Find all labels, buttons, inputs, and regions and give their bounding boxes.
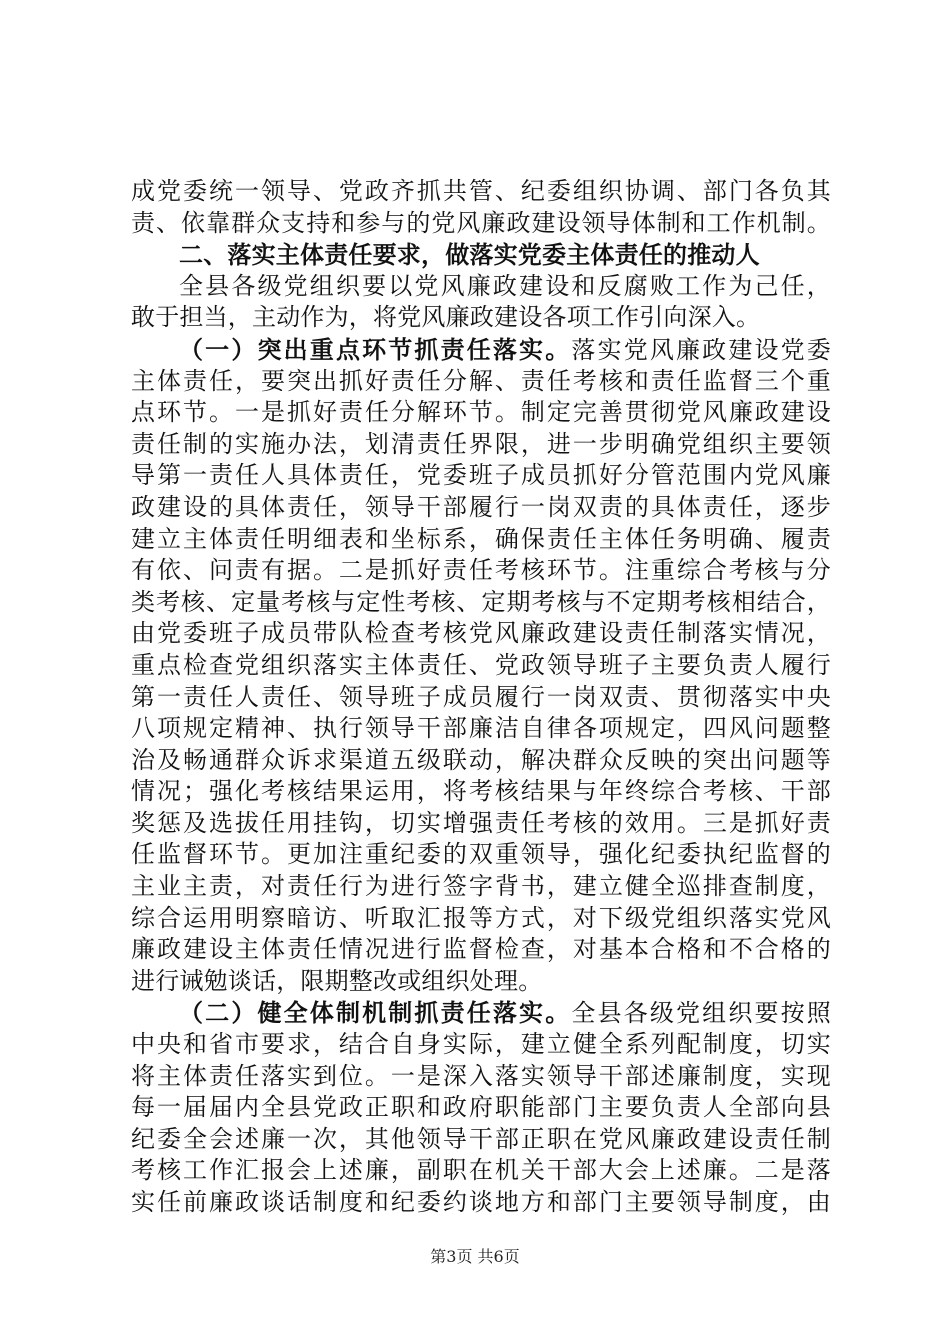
body-line: 责、依靠群众支持和参与的党风廉政建设领导体制和工作机制。 (131, 208, 831, 237)
body-line: 第一责任人责任、领导班子成员履行一岗双责、贯彻落实中央 (131, 682, 831, 711)
body-line: 有依、问责有据。二是抓好责任考核环节。注重综合考核与分 (131, 556, 831, 585)
body-line: 进行诫勉谈话，限期整改或组织处理。 (131, 966, 543, 995)
body-line: 实任前廉政谈话制度和纪委约谈地方和部门主要领导制度，由 (131, 1188, 831, 1216)
body-line: 类考核、定量考核与定性考核、定期考核与不定期考核相结合， (131, 587, 831, 616)
body-line: 主体责任，要突出抓好责任分解、责任考核和责任监督三个重 (131, 366, 831, 395)
body-line: 奖惩及选拔任用挂钩，切实增强责任考核的效用。三是抓好责 (131, 808, 831, 837)
subsection-heading: （二）健全体制机制抓责任落实。 (179, 998, 572, 1028)
body-line: 由党委班子成员带队检查考核党风廉政建设责任制落实情况， (131, 619, 831, 648)
body-line: 敢于担当，主动作为，将党风廉政建设各项工作引向深入。 (131, 303, 761, 332)
body-line: 廉政建设主体责任情况进行监督检查，对基本合格和不合格的 (131, 935, 831, 964)
body-line: 建立主体责任明细表和坐标系，确保责任主体任务明确、履责 (131, 524, 831, 553)
body-line: 责任制的实施办法，划清责任界限，进一步明确党组织主要领 (131, 429, 831, 458)
body-line: 综合运用明察暗访、听取汇报等方式，对下级党组织落实党风 (131, 903, 831, 932)
body-line: 治及畅通群众诉求渠道五级联动，解决群众反映的突出问题等 (131, 745, 831, 774)
body-line: 八项规定精神、执行领导干部廉洁自律各项规定，四风问题整 (131, 714, 831, 743)
body-line: 考核工作汇报会上述廉，副职在机关干部大会上述廉。二是落 (131, 1156, 831, 1185)
body-line: 每一届届内全县党政正职和政府职能部门主要负责人全部向县 (131, 1093, 831, 1122)
body-line: 主业主责，对责任行为进行签字背书，建立健全巡排查制度， (131, 872, 831, 901)
body-line: 情况；强化考核结果运用，将考核结果与年终综合考核、干部 (131, 777, 831, 806)
body-line: 重点检查党组织落实主体责任、党政领导班子主要负责人履行 (131, 650, 831, 679)
body-text: 落实党风廉政建设党委 (571, 335, 831, 364)
subsection-line (131, 997, 831, 1029)
document-body (131, 176, 831, 1219)
body-line: 点环节。一是抓好责任分解环节。制定完善贯彻党风廉政建设 (131, 398, 831, 427)
section-heading: 二、落实主体责任要求，做落实党委主体责任的推动人 (179, 240, 760, 270)
body-line: 全县各级党组织要以党风廉政建设和反腐败工作为己任， (179, 271, 831, 300)
body-text: 全县各级党组织要按照 (571, 999, 831, 1028)
subsection-heading: （一）突出重点环节抓责任落实。 (179, 334, 572, 364)
subsection-line (131, 334, 831, 366)
body-line: 导第一责任人具体责任，党委班子成员抓好分管范围内党风廉 (131, 461, 831, 490)
body-line: 成党委统一领导、党政齐抓共管、纪委组织协调、部门各负其 (131, 177, 831, 205)
page-number: 第3页 共6页 (430, 1247, 520, 1266)
body-line: 政建设的具体责任，领导干部履行一岗双责的具体责任，逐步 (131, 492, 831, 521)
body-line: 将主体责任落实到位。一是深入落实领导干部述廉制度，实现 (131, 1061, 831, 1090)
body-line: 任监督环节。更加注重纪委的双重领导，强化纪委执纪监督的 (131, 840, 831, 869)
body-line: 中央和省市要求，结合自身实际，建立健全系列配制度，切实 (131, 1030, 831, 1059)
body-line: 纪委全会述廉一次，其他领导干部正职在党风廉政建设责任制 (131, 1124, 831, 1153)
